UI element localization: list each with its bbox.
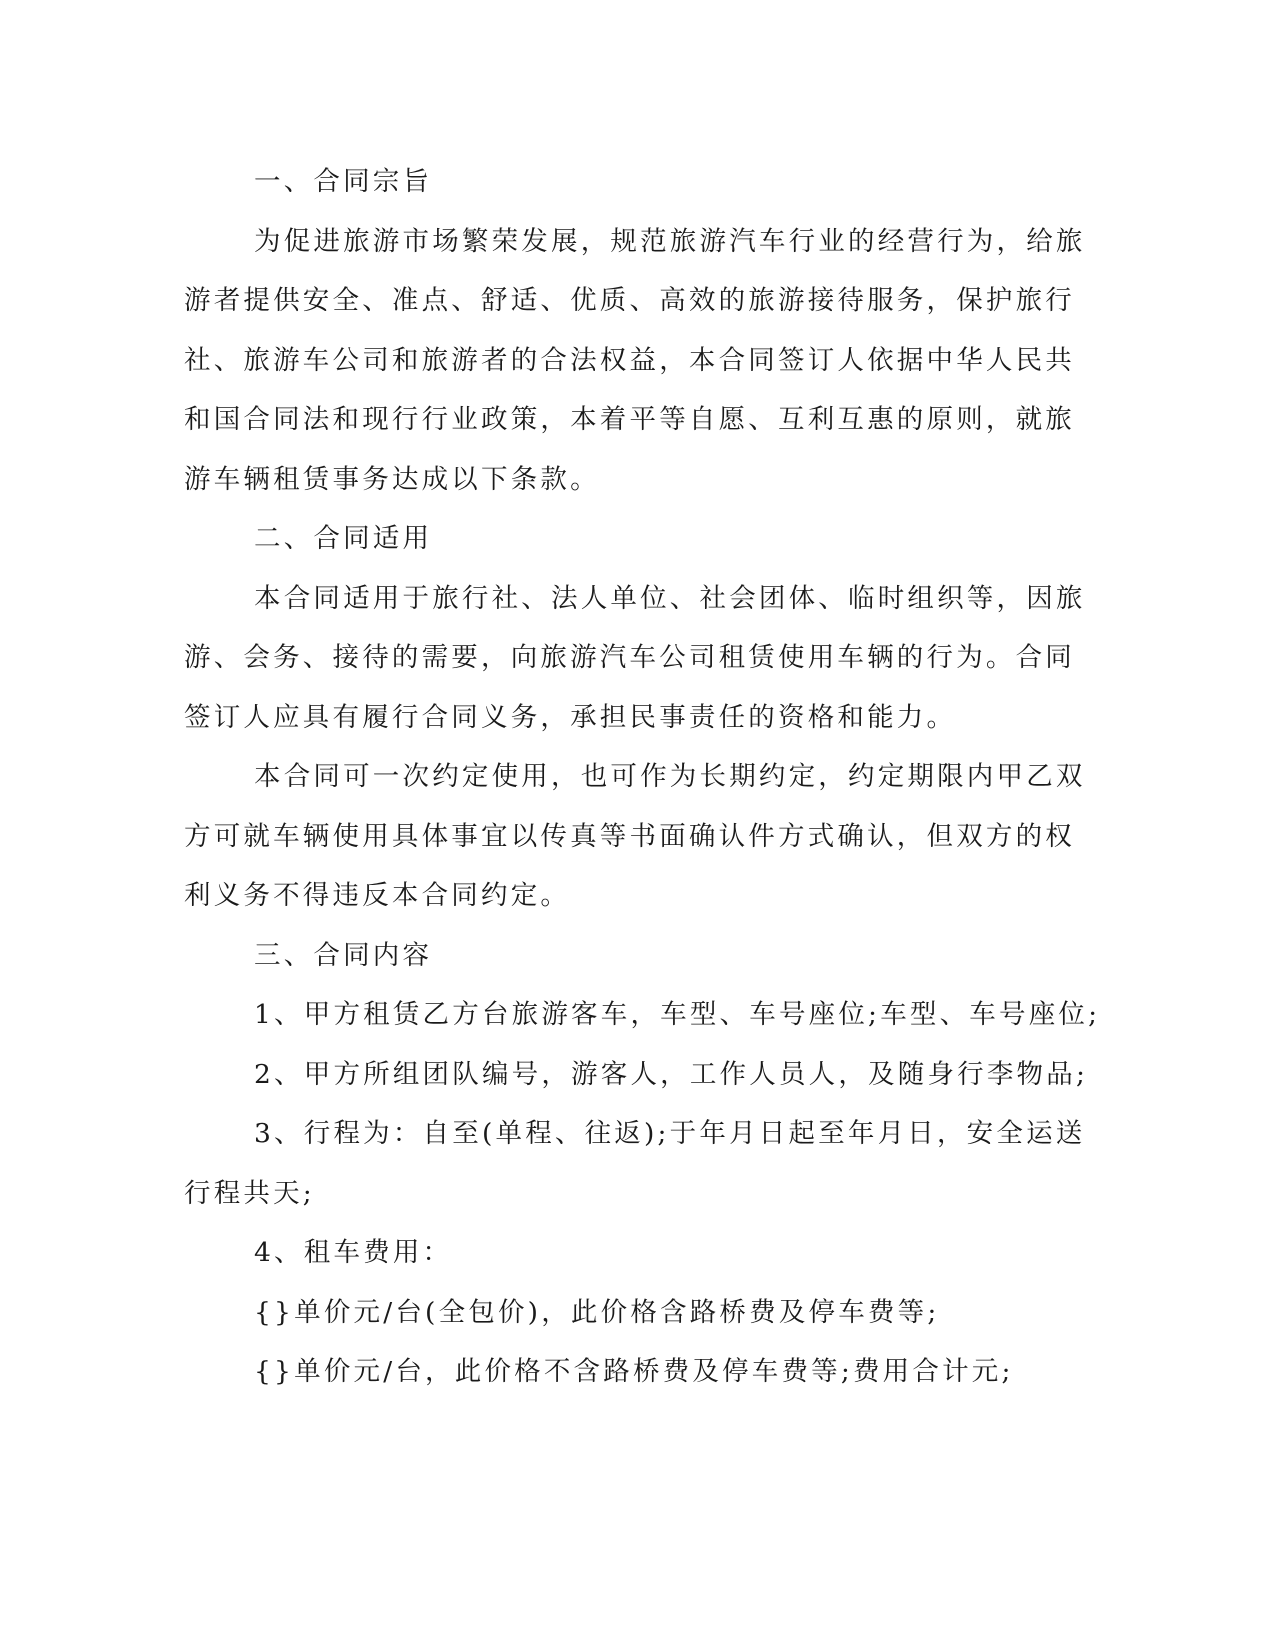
paragraph-line: 游、会务、接待的需要，向旅游汽车公司租赁使用车辆的行为。合同 xyxy=(184,642,1075,673)
clause-line: 行程共天; xyxy=(184,1177,315,1209)
paragraph-line: 本合同可一次约定使用，也可作为长期约定，约定期限内甲乙双 xyxy=(254,761,1086,792)
paragraph-line: 本合同适用于旅行社、法人单位、社会团体、临时组织等，因旅 xyxy=(254,582,1086,614)
section-heading-2: 二、合同适用 xyxy=(254,523,433,554)
clause-line: 4、租车费用： xyxy=(254,1237,453,1268)
paragraph-line: 签订人应具有履行合同义务，承担民事责任的资格和能力。 xyxy=(184,701,957,733)
paragraph-line: 和国合同法和现行行业政策，本着平等自愿、互利互惠的原则，就旅 xyxy=(184,404,1075,435)
paragraph-line: 为促进旅游市场繁荣发展，规范旅游汽车行业的经营行为，给旅 xyxy=(254,225,1086,257)
clause-line: 1、甲方租赁乙方台旅游客车，车型、车号座位;车型、车号座位; xyxy=(254,999,1101,1030)
paragraph-line: 游车辆租赁事务达成以下条款。 xyxy=(184,463,600,495)
section-heading-3: 三、合同内容 xyxy=(254,939,433,971)
clause-line: 2、甲方所组团队编号，游客人，工作人员人，及随身行李物品; xyxy=(254,1058,1089,1090)
clause-option-line: {}单价元/台，此价格不含路桥费及停车费等;费用合计元; xyxy=(254,1356,1014,1387)
document-body xyxy=(184,162,1101,1412)
paragraph-line: 社、旅游车公司和旅游者的合法权益，本合同签订人依据中华人民共 xyxy=(184,344,1075,376)
paragraph-line: 方可就车辆使用具体事宜以传真等书面确认件方式确认，但双方的权 xyxy=(184,820,1075,852)
clause-option-line: {}单价元/台(全包价)，此价格含路桥费及停车费等; xyxy=(254,1296,940,1328)
paragraph-line: 游者提供安全、准点、舒适、优质、高效的旅游接待服务，保护旅行 xyxy=(184,285,1075,316)
clause-line: 3、行程为：自至(单程、往返);于年月日起至年月日，安全运送 xyxy=(254,1118,1086,1149)
paragraph-line: 利义务不得违反本合同约定。 xyxy=(184,880,571,911)
section-heading-1: 一、合同宗旨 xyxy=(254,166,433,197)
